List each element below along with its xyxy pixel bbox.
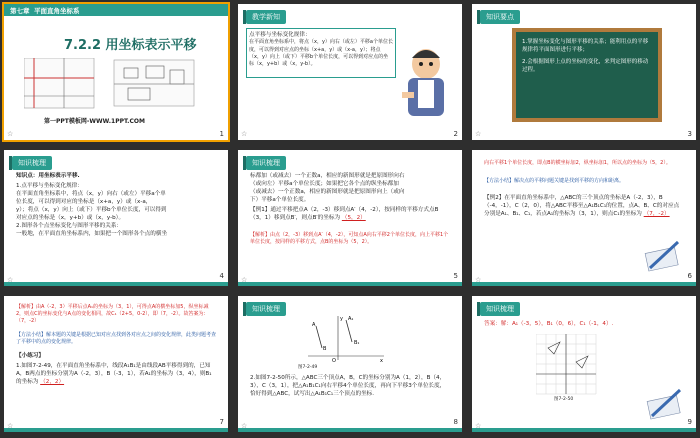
star-icon: ☆	[241, 276, 248, 284]
coordinate-figure	[298, 314, 388, 366]
slide-number: 5	[453, 272, 458, 280]
practice-question-2: 2.如图7-2-50所示，△ABC三个顶点A，B，C的坐标分别为A（1，2），B（4，3），C（3，1），把△A₁B₁C₁向右平移4个单位长度，再向下平移3个单位长度，恰好得到△ABC，试写出△A₁B₁C₁三个顶点的坐标.	[250, 375, 446, 398]
footer-text: 第一PPT模板网-WWW.1PPT.COM	[44, 118, 145, 125]
footer-bar	[472, 282, 696, 286]
pencil-illustration	[642, 236, 682, 276]
section-tag: 知识梳理	[246, 156, 286, 170]
answer-text: 答案：解：A₁（-3，5），B₁（0，6），C₁（-1，4）.	[484, 321, 614, 327]
example-1: 【例1】通过平移把点A（2，-3）移到点A′（4，-2），按同样的平移方式点B（3，1）移到点B′，则点B′的坐标为 （5，2）	[250, 207, 439, 222]
footer-bar	[238, 428, 462, 432]
section-tag: 知识要点	[480, 10, 520, 24]
star-icon: ☆	[475, 422, 482, 430]
svg-text:B: B	[323, 346, 327, 352]
blackboard: 1.掌握坐标变化与图形平移的关系；能利用点的平移规律将平面图形进行平移； 2.会根据图形上点的坐标的变化，来判定图形的移动过程。	[512, 28, 662, 122]
slide-number: 9	[687, 418, 692, 426]
star-icon: ☆	[7, 422, 14, 430]
slide-number: 8	[453, 418, 458, 426]
star-icon: ☆	[241, 130, 248, 138]
footer-bar	[4, 428, 228, 432]
figure-caption: 图7-2-49	[298, 365, 318, 370]
footer-bar	[472, 428, 696, 432]
slide-thumbnail-1[interactable]	[4, 4, 228, 140]
footer-bar	[4, 282, 228, 286]
star-icon: ☆	[7, 276, 14, 284]
svg-text:x: x	[380, 358, 383, 364]
pencil-illustration	[644, 384, 684, 424]
figure-caption: 图7-2-50	[554, 397, 574, 402]
slide-number: 3	[687, 130, 692, 138]
svg-text:A₁: A₁	[348, 316, 354, 322]
slide-thumbnail-8[interactable]	[238, 296, 462, 432]
slide-thumbnail-3[interactable]	[472, 4, 696, 140]
practice-question-1: 1.如图7-2-49，在平面直角坐标系中，线段A₁B₁是由线段AB平移得到的，已知A，B两点的坐标分别为A（-2，3），B（-3，1），若A₁的坐标为（3，4），则B₁的坐标为 （2，2）	[16, 363, 212, 386]
section-tag: 知识梳理	[12, 156, 52, 170]
section-tag: 教学新知	[246, 10, 286, 24]
slide-thumbnail-9[interactable]	[472, 296, 696, 432]
knowledge-heading: 知识点：用坐标表示平移.	[16, 173, 80, 179]
svg-text:A: A	[312, 322, 316, 328]
slide-number: 6	[687, 272, 692, 280]
star-icon: ☆	[241, 422, 248, 430]
analysis-note: 【解析】由点（2，-3）移到点A′（4，-2），可知点A向右平移2个单位长度，向上平移1个单位长度，按同样的平移方式，点B的坐标为（5，2）。	[250, 232, 449, 245]
footer-bar	[238, 282, 462, 286]
slide-thumbnail-6[interactable]: 向右平移1个单位长度，即点B的横坐标加2，纵坐标加1，所以点的坐标为（5，2）。 【方法小结】解决点的平移问题关键是找到平移的方向和距离。 【例2】在平面直角坐标系中，△ABC的三个顶点的坐标是A（-2，3），B（-4，-1），C（2，0），将△ABC平移至△A₁B₁C₁的位置，点A、B、C的对应点分别是A₁、B₁、C₁，若点A₁的坐标为（3，1），则点C₁的坐标为 （7，-2） ☆ 6	[472, 150, 696, 286]
section-tag: 知识梳理	[246, 302, 286, 316]
star-icon: ☆	[475, 276, 482, 284]
slide-thumbnail-7[interactable]	[4, 296, 228, 432]
slide-thumbnail-5[interactable]: 知识梳理 标都加（或减去）一个正数a，相应的新图形就是把原图形向右 （或向左）平移a个单位长度；如果把它各个点的纵坐标都加 （或减去）一个正数a，相应的新图形就是把原图形向上（或向 下）平移a个单位长度。 【例1】通过平移把点A（2，-3）移到点A′（4，-2），按同样的平移方式点B（3，1）移到点B′，则点B′的坐标为 （5，2） 【解析】由点（2，-3）移到点A′（4，-2），可知点A向右平移2个单位长度，向上平移1个单位长度，按同样的平移方式，点B的坐标为（5，2）。 ☆ 5	[238, 150, 462, 286]
slide-number: 7	[219, 418, 224, 426]
lesson-title: 7.2.2 用坐标表示平移	[64, 38, 197, 53]
svg-text:B₁: B₁	[354, 340, 360, 346]
example-2: 【例2】在平面直角坐标系中，△ABC的三个顶点的坐标是A（-2，3），B（-4，-1），C（2，0），将△ABC平移至△A₁B₁C₁的位置，点A、B、C的对应点分别是A₁、B₁、C₁，若点A₁的坐标为（3，1），则点C₁的坐标为 （7，-2）	[484, 195, 680, 218]
grid-figure	[536, 334, 606, 396]
teacher-illustration	[398, 44, 454, 126]
section-tag: 知识梳理	[480, 302, 520, 316]
analysis-note: 【解析】由A（-2，3）平移后点A₁的坐标为（3，1），可得点A的横坐标加5，纵坐标减2，则点C的坐标变化与A点的变化相同，故C₁（2+5，0-2），即（7，-2）。故答案为：（7，-2）	[16, 304, 209, 324]
method-note: 【方法小结】解本题的关键是根据已知对应点找到各对应点之间的变化规律，此类问题考查了平移中的点的变化规律。	[16, 332, 217, 345]
star-icon: ☆	[7, 130, 14, 138]
slide-thumbnail-4[interactable]: 知识梳理 知识点：用坐标表示平移. 1.点平移与坐标变化规律： 在平面直角坐标系中，将点（x，y）向右（或左）平移a个单 位长度，可以得到对应的坐标是（x+a，y）或（x-a， y）；将点（x，y）向上（或下）平移b个单位长度，可以得到 对应点的坐标是（x，y+b）或（x，y-b）。 2.图形各个点坐标变化与图形平移的关系： 一般地，在平面直角坐标系内，如果把一个图形各个点的横坐 ☆ 4	[4, 150, 228, 286]
slide-number: 4	[219, 272, 224, 280]
slide-number: 1	[219, 130, 224, 138]
star-icon: ☆	[475, 130, 482, 138]
svg-text:O: O	[332, 358, 336, 364]
slide-number: 2	[453, 130, 458, 138]
practice-heading: 【小练习】	[16, 353, 44, 359]
rule-box: 点平移与坐标变化规律： 在平面直角坐标系中，将点（x，y）向右（或左）平移a个单位长度，可以得到对应点的坐标（x+a，y）或（x-a，y）；将点（x，y）向上（或下）平移b个单位长度，可以得到对应点的坐标（x，y+b）或（x，y-b）。	[246, 28, 396, 78]
map-illustration	[24, 58, 204, 110]
slide-thumbnail-2[interactable]	[238, 4, 462, 140]
method-note: 【方法小结】解决点的平移问题关键是找到平移的方向和距离。	[484, 178, 625, 184]
svg-text:y: y	[340, 316, 343, 322]
chapter-label: 第七章 平面直角坐标系	[10, 7, 80, 15]
